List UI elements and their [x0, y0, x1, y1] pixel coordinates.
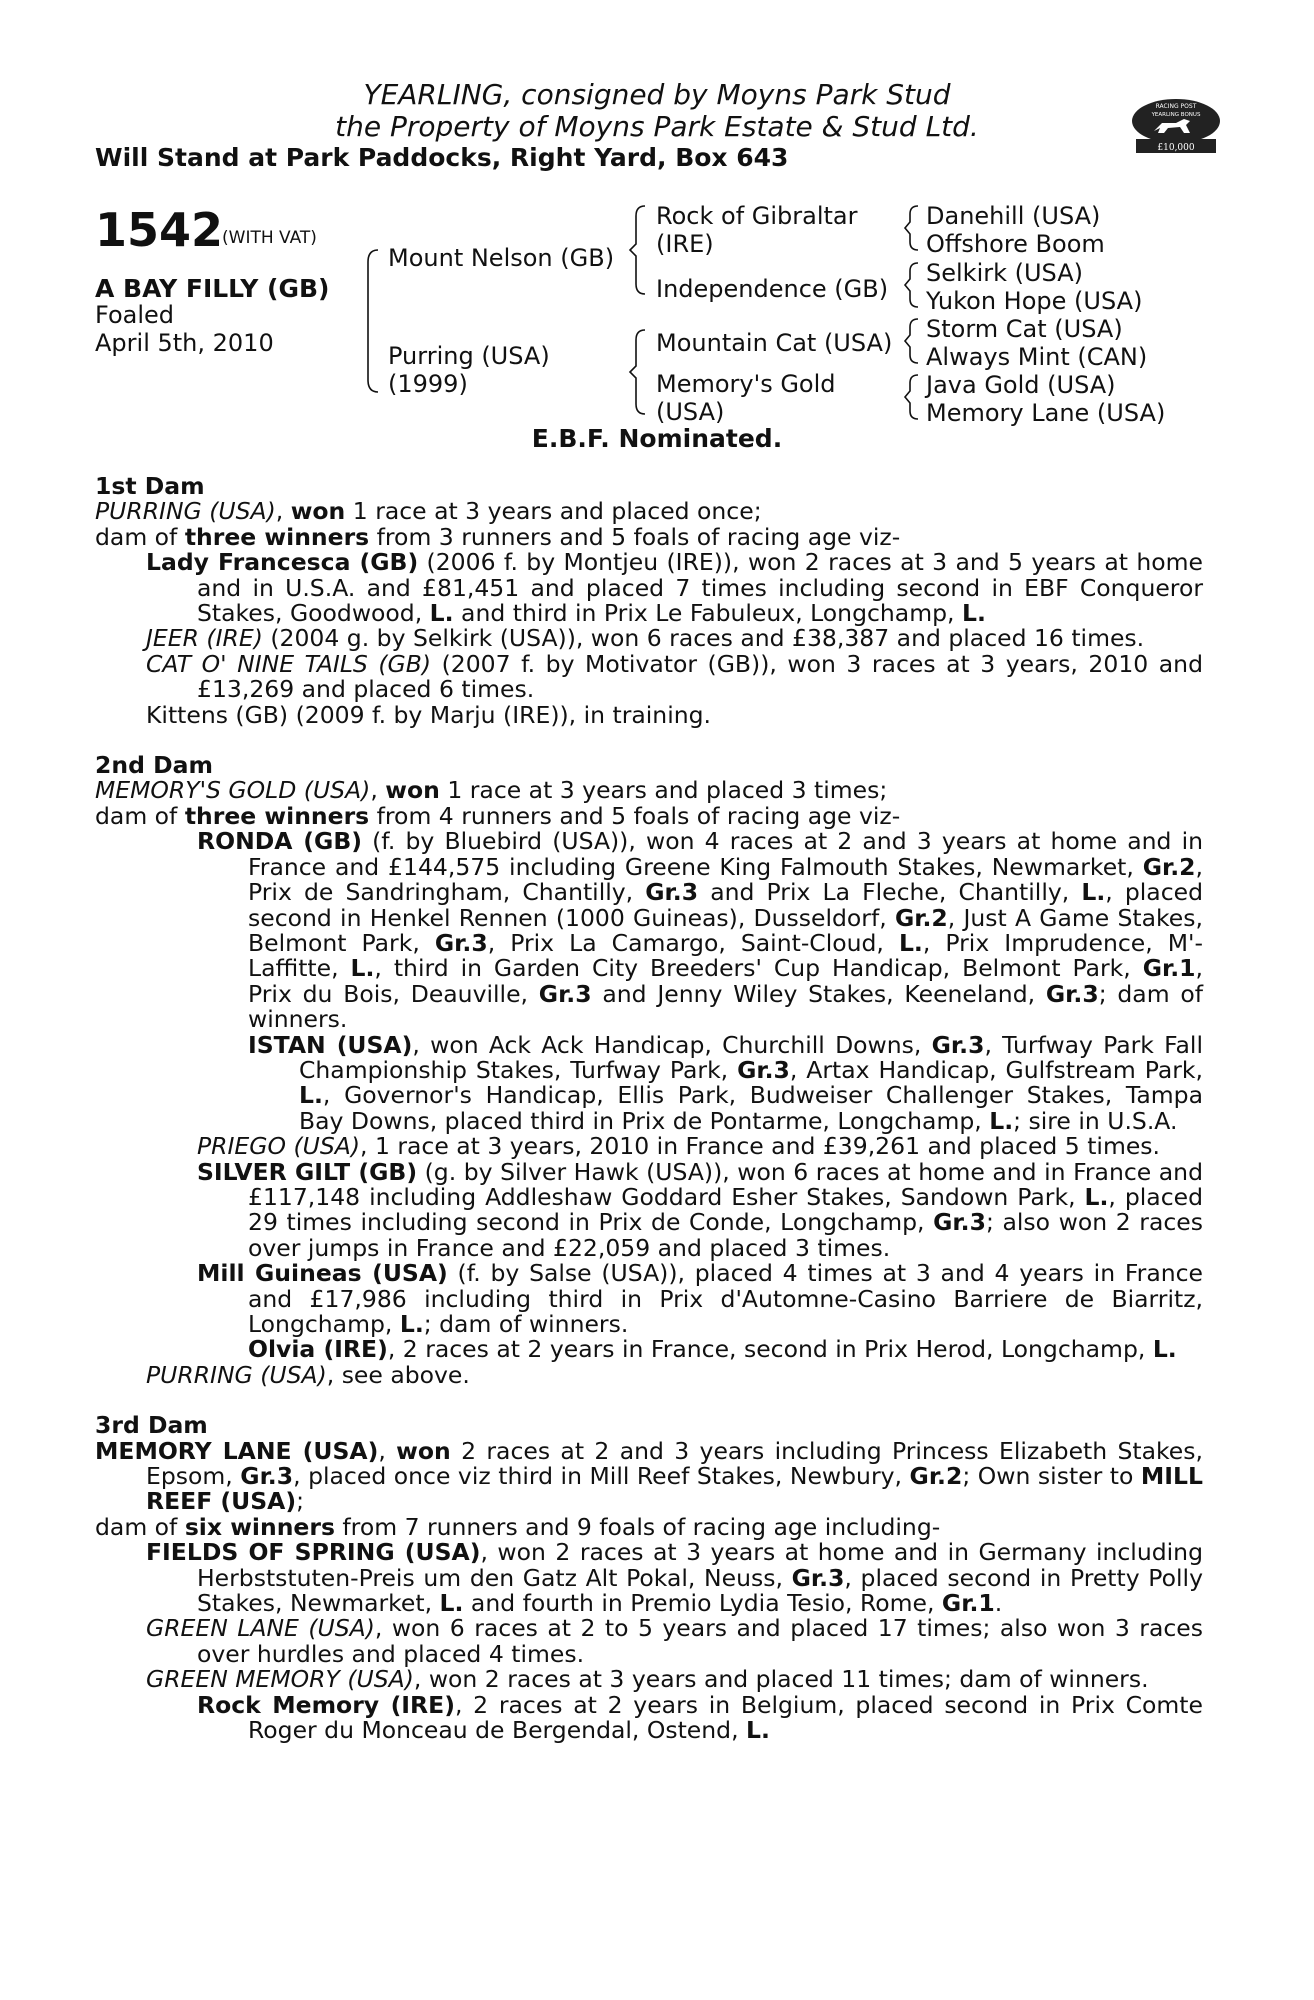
dam2-record: MEMORY'S GOLD (USA), won 1 race at 3 years and placed 3 times;: [95, 776, 888, 805]
pedigree-g2: Offshore Boom: [926, 230, 1105, 258]
pedigree-dam-sire: Mountain Cat (USA): [656, 329, 893, 357]
dam1-produce-summary: dam of three winners from 3 runners and 5 foals of racing age viz-: [95, 522, 901, 551]
pedigree-dam-line1: Purring (USA): [388, 342, 550, 370]
pedigree-g3: Selkirk (USA): [926, 259, 1084, 287]
pedigree-sire-sire-2: (IRE): [656, 230, 714, 258]
pedigree-sire-dam: Independence (GB): [656, 275, 889, 303]
lot-vat: (WITH VAT): [222, 228, 317, 248]
dam2-heading: 2nd Dam: [95, 751, 213, 780]
dam2-produce-olvia: Olvia (IRE), 2 races at 2 years in France, second in Prix Herod, Longchamp, L.: [248, 1335, 1177, 1364]
dam2-produce-istan: ISTAN (USA), won Ack Ack Handicap, Churchill Downs, Gr.3, Turfway Park Fall Championship Stakes, Turfway Park, Gr.3, Artax Handicap, Gulfstream Park, L., Governor's Handicap, Ellis Park, Budweiser Challenger Stakes, Tampa Bay Downs, placed third in Prix de Pontarme, Longchamp, L.; sire in U.S.A.: [248, 1030, 1203, 1135]
dam3-heading: 3rd Dam: [95, 1411, 208, 1440]
badge-mid-text: YEARLING BONUS: [1151, 112, 1201, 118]
dam2-produce-priego: PRIEGO (USA), 1 race at 3 years, 2010 in France and £39,261 and placed 5 times.: [197, 1132, 1161, 1161]
pedigree-g8: Memory Lane (USA): [926, 399, 1166, 427]
pedigree-dam-line2: (1999): [388, 370, 468, 398]
dam1-produce-1: Lady Francesca (GB) (2006 f. by Montjeu (IRE)), won 2 races at 3 and 5 years at home and in U.S.A. and £81,451 and placed 7 times including second in EBF Conqueror Stakes, Goodwood, L. and third in Prix Le Fabuleux, Longchamp, L.: [146, 548, 1203, 628]
pedigree-g7: Java Gold (USA): [926, 371, 1116, 399]
dam2-produce-silver-gilt: SILVER GILT (GB) (g. by Silver Hawk (USA)), won 6 races at home and in France and £117,148 including Addleshaw Goddard Esher Stakes, Sandown Park, L., placed 29 times including second in Prix de Conde, Longchamp, Gr.3; also won 2 races over jumps in France and £22,059 and placed 3 times.: [197, 1157, 1203, 1262]
pedigree-g5: Storm Cat (USA): [926, 315, 1123, 343]
badge-top-text: RACING POST: [1155, 103, 1197, 110]
pedigree-dam-dam-1: Memory's Gold: [656, 370, 836, 398]
pedigree-dam-dam-2: (USA): [656, 398, 725, 426]
dam2-produce-summary: dam of three winners from 4 runners and 5 foals of racing age viz-: [95, 801, 901, 830]
pedigree-sire: Mount Nelson (GB): [388, 244, 615, 272]
pedigree-sire-sire-1: Rock of Gibraltar: [656, 202, 858, 230]
dam3-produce-green-lane: GREEN LANE (USA), won 6 races at 2 to 5 years and placed 17 times; also won 3 races over hurdles and placed 4 times.: [146, 1614, 1203, 1668]
lot-description: A BAY FILLY (GB): [95, 274, 330, 303]
dam1-heading: 1st Dam: [95, 472, 205, 500]
dam2-produce-mill-guineas: Mill Guineas (USA) (f. by Salse (USA)), placed 4 times at 3 and 4 years in France and £17,986 including third in Prix d'Automne-Casino Barriere de Biarritz, Longchamp, L.; dam of winners.: [197, 1259, 1203, 1338]
ebf-nominated: E.B.F. Nominated.: [531, 424, 783, 453]
dam2-produce-purring: PURRING (USA), see above.: [146, 1360, 470, 1389]
dam1-produce-2: JEER (IRE) (2004 g. by Selkirk (USA)), won 6 races and £38,387 and placed 16 times.: [146, 624, 1145, 653]
foaled-date: April 5th, 2010: [95, 329, 274, 357]
dam1-record: PURRING (USA), won 1 race at 3 years and placed once;: [95, 497, 762, 526]
header-line-property: the Property of Moyns Park Estate & Stud Ltd.: [335, 110, 979, 143]
pedigree-g6: Always Mint (CAN): [926, 343, 1148, 371]
header-location: Will Stand at Park Paddocks, Right Yard, Box 643: [95, 143, 789, 172]
dam3-produce-fields-of-spring: FIELDS OF SPRING (USA), won 2 races at 3 years at home and in Germany including Herbststuten-Preis um den Gatz Alt Pokal, Neuss, Gr.3, placed second in Pretty Polly Stakes, Newmarket, L. and fourth in Premio Lydia Tesio, Rome, Gr.1.: [146, 1538, 1203, 1618]
foaled-label: Foaled: [95, 301, 175, 329]
header-line-consignor: YEARLING, consigned by Moyns Park Stud: [363, 78, 951, 111]
pedigree-g4: Yukon Hope (USA): [926, 287, 1143, 315]
dam3-produce-rock-memory: Rock Memory (IRE), 2 races at 2 years in Belgium, placed second in Prix Comte Roger du Monceau de Bergendal, Ostend, L.: [197, 1690, 1203, 1745]
catalogue-body: [95, 474, 1203, 1744]
dam3-record: MEMORY LANE (USA), won 2 races at 2 and 3 years including Princess Elizabeth Stakes, Epsom, Gr.3, placed once viz third in Mill Reef Stakes, Newbury, Gr.2; Own sister to MILL REEF (USA);: [95, 1436, 1203, 1516]
pedigree-g1: Danehill (USA): [926, 202, 1101, 230]
dam3-produce-summary: dam of six winners from 7 runners and 9 foals of racing age including-: [95, 1512, 941, 1541]
dam2-produce-ronda: RONDA (GB) (f. by Bluebird (USA)), won 4 races at 2 and 3 years at home and in France and £144,575 including Greene King Falmouth Stakes, Newmarket, Gr.2, Prix de Sandringham, Chantilly, Gr.3 and Prix La Fleche, Chantilly, L., placed second in Henkel Rennen (1000 Guineas), Dusseldorf, Gr.2, Just A Game Stakes, Belmont Park, Gr.3, Prix La Camargo, Saint-Cloud, L., Prix Imprudence, M'-Laffitte, L., third in Garden City Breeders' Cup Handicap, Belmont Park, Gr.1, Prix du Bois, Deauville, Gr.3 and Jenny Wiley Stakes, Keeneland, Gr.3; dam of winners.: [197, 827, 1204, 1034]
lot-number: 1542: [95, 203, 224, 257]
dam1-produce-3: CAT O' NINE TAILS (GB) (2007 f. by Motivator (GB)), won 3 races at 3 years, 2010 and £13,269 and placed 6 times.: [146, 649, 1203, 704]
badge-amount-text: £10,000: [1157, 143, 1195, 153]
dam3-produce-green-memory: GREEN MEMORY (USA), won 2 races at 3 years and placed 11 times; dam of winners.: [146, 1665, 1149, 1694]
dam1-produce-4: Kittens (GB) (2009 f. by Marju (IRE)), in training.: [146, 700, 711, 729]
